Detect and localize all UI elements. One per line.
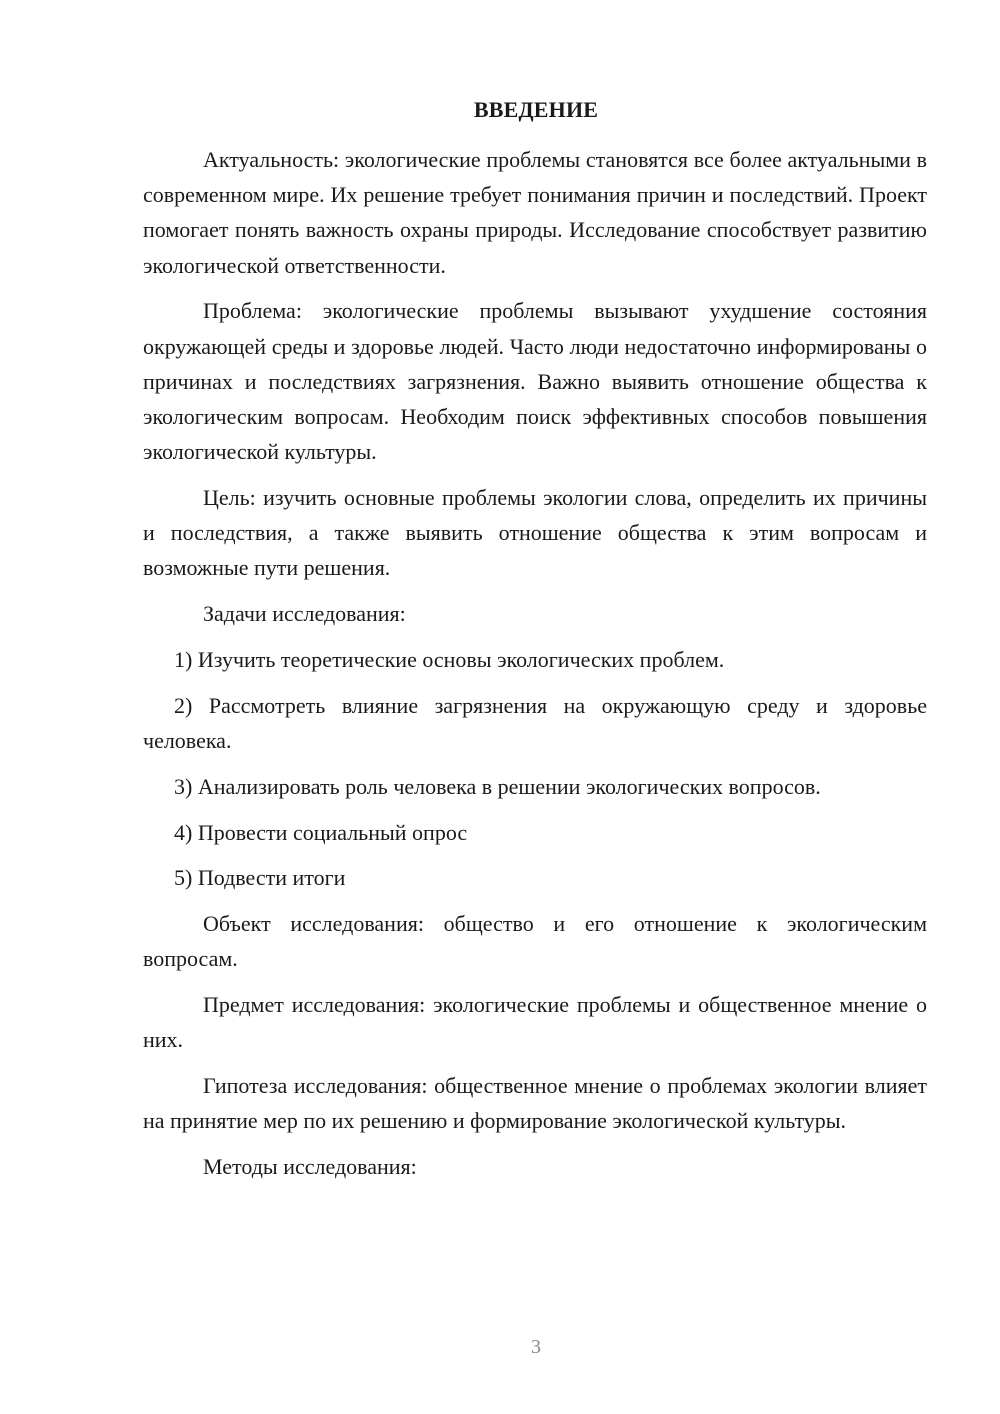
task-item-3: 3) Анализировать роль человека в решении экологических вопросов. <box>174 773 821 799</box>
tasks-heading: Задачи исследования: <box>203 601 406 627</box>
task-item-2: 2) Рассмотреть влияние загрязнения на окружающую среду и здоровье человека. <box>143 692 927 754</box>
page-number: 3 <box>531 1336 541 1358</box>
task-item-5: 5) Подвести итоги <box>174 865 346 891</box>
paragraph-relevance: Актуальность: экологические проблемы становятся все более актуальными в современном мире. Их решение требует понимания причин и последствий. Проект помогает понять важность охраны природы. Исследование способствует развитию экологической ответственности. <box>143 147 927 278</box>
paragraph-goal: Цель: изучить основные проблемы экологии слова, определить их причины и последствия, а также выявить отношение общества к этим вопросам и возможные пути решения. <box>143 485 927 581</box>
document-body <box>143 142 927 1195</box>
paragraph-object: Объект исследования: общество и его отношение к экологическим вопросам. <box>143 911 927 972</box>
methods-heading: Методы исследования: <box>203 1154 417 1180</box>
paragraph-subject: Предмет исследования: экологические проблемы и общественное мнение о них. <box>143 992 927 1053</box>
paragraph-hypothesis: Гипотеза исследования: общественное мнение о проблемах экологии влияет на принятие мер по их решению и формирование экологической культуры. <box>143 1073 927 1134</box>
paragraph-problem: Проблема: экологические проблемы вызывают ухудшение состояния окружающей среды и здоровье людей. Часто люди недостаточно информированы о причинах и последствиях загрязнения. Важно выявить отношение общества к экологическим вопросам. Необходим поиск эффективных способов повышения экологической культуры. <box>143 298 927 465</box>
section-title: ВВЕДЕНИЕ <box>473 97 599 122</box>
task-item-1: 1) Изучить теоретические основы экологических проблем. <box>174 647 725 673</box>
task-item-4: 4) Провести социальный опрос <box>174 819 468 845</box>
